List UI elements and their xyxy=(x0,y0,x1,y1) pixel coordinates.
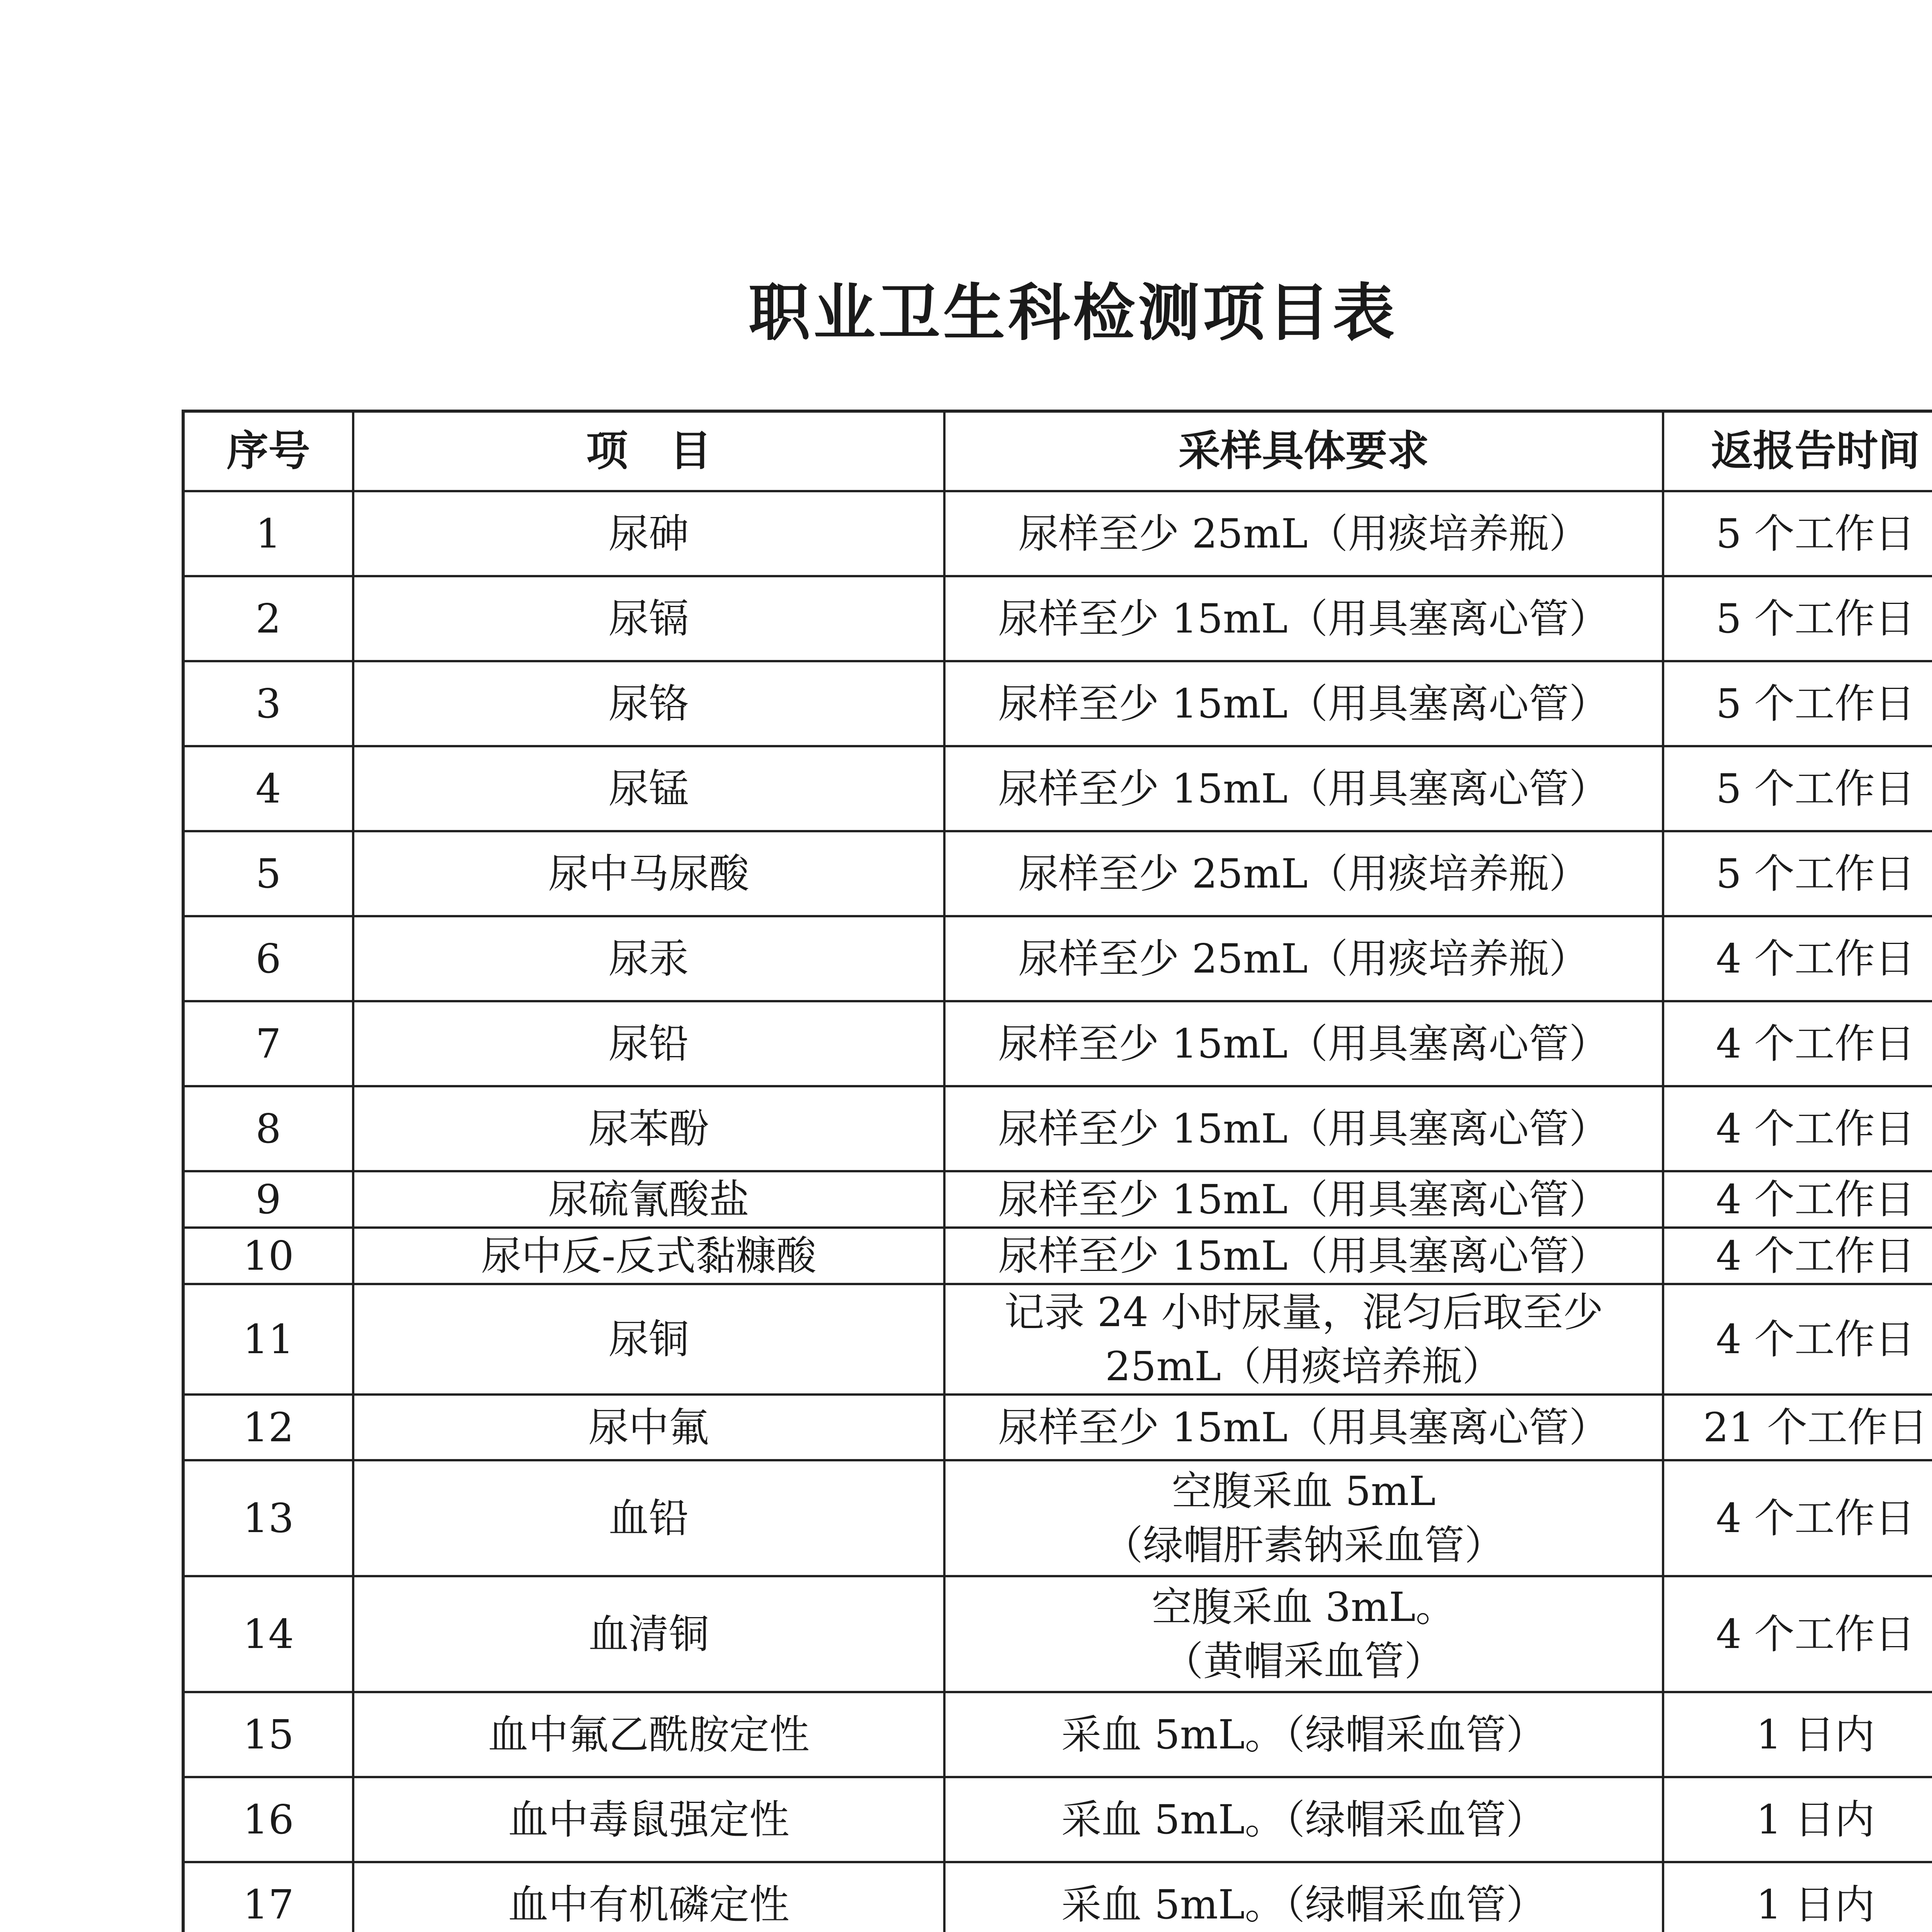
cell-time xyxy=(1663,1862,1932,1932)
cell-requirement-text: 尿样至少 15mL（用具塞离心管） xyxy=(998,595,1609,642)
table-row xyxy=(183,1086,1932,1171)
cell-item-text: 尿硫氰酸盐 xyxy=(548,1176,749,1223)
table-row xyxy=(183,746,1932,831)
cell-no xyxy=(183,1086,353,1171)
cell-requirement xyxy=(944,1284,1663,1395)
cell-requirement xyxy=(944,661,1663,746)
cell-item xyxy=(353,1576,944,1692)
cell-item-text: 尿中反-反式黏糠酸 xyxy=(481,1232,816,1279)
cell-no-text: 17 xyxy=(243,1881,294,1928)
cell-no xyxy=(183,831,353,916)
cell-time xyxy=(1663,1171,1932,1228)
cell-time-text: 5 个工作日 xyxy=(1716,595,1915,642)
cell-requirement-text: 尿样至少 15mL（用具塞离心管） xyxy=(998,680,1609,727)
cell-requirement-text: 尿样至少 15mL（用具塞离心管） xyxy=(998,1020,1609,1067)
table-body xyxy=(183,491,1932,1932)
cell-no xyxy=(183,1862,353,1932)
cell-time-text: 4 个工作日 xyxy=(1716,1316,1915,1363)
table-row xyxy=(183,1284,1932,1395)
table-row xyxy=(183,1777,1932,1862)
cell-no-text: 9 xyxy=(255,1176,281,1223)
cell-no xyxy=(183,661,353,746)
cell-time-text: 5 个工作日 xyxy=(1716,850,1915,897)
page-title: 职业卫生科检测项目表 xyxy=(748,277,1398,349)
cell-time-text: 4 个工作日 xyxy=(1716,1176,1915,1223)
cell-no-text: 12 xyxy=(243,1404,294,1451)
cell-no-text: 13 xyxy=(243,1495,294,1542)
cell-time-text: 1 日内 xyxy=(1756,1881,1875,1928)
table-row xyxy=(183,661,1932,746)
table-row xyxy=(183,1001,1932,1086)
cell-no-text: 7 xyxy=(255,1020,281,1067)
cell-item xyxy=(353,1086,944,1171)
cell-time-text: 1 日内 xyxy=(1756,1711,1875,1758)
cell-no-text: 15 xyxy=(243,1711,294,1758)
cell-time xyxy=(1663,1460,1932,1576)
cell-item-text: 血中有机磷定性 xyxy=(508,1881,789,1928)
cell-item xyxy=(353,1460,944,1576)
cell-no xyxy=(183,1395,353,1460)
cell-requirement xyxy=(944,831,1663,916)
cell-requirement-text: 尿样至少 15mL（用具塞离心管） xyxy=(998,1105,1609,1152)
header-no: 序号 xyxy=(183,411,353,491)
cell-time xyxy=(1663,1777,1932,1862)
table-row xyxy=(183,1460,1932,1576)
cell-requirement-text: 空腹采血 5mL （绿帽肝素钠采血管） xyxy=(1102,1468,1505,1569)
table-row xyxy=(183,576,1932,661)
cell-no xyxy=(183,916,353,1001)
table-row xyxy=(183,1171,1932,1228)
cell-time-text: 5 个工作日 xyxy=(1716,510,1915,557)
cell-requirement xyxy=(944,1001,1663,1086)
cell-requirement-text: 记录 24 小时尿量，混匀后取至少 25mL（用痰培养瓶） xyxy=(1004,1289,1604,1390)
cell-item-text: 尿镉 xyxy=(608,595,689,642)
cell-item-text: 血中毒鼠强定性 xyxy=(508,1796,789,1843)
cell-no xyxy=(183,1692,353,1777)
cell-requirement-text: 采血 5mL。（绿帽采血管） xyxy=(1061,1881,1546,1928)
cell-no xyxy=(183,1284,353,1395)
cell-no-text: 5 xyxy=(255,850,281,897)
cell-item xyxy=(353,916,944,1001)
cell-time-text: 4 个工作日 xyxy=(1716,1020,1915,1067)
cell-requirement xyxy=(944,1171,1663,1228)
cell-no xyxy=(183,1001,353,1086)
header-time: 返报告时间 xyxy=(1663,411,1932,491)
table-row xyxy=(183,1862,1932,1932)
table-header-row xyxy=(183,411,1932,491)
cell-time-text: 21 个工作日 xyxy=(1703,1404,1928,1451)
cell-no-text: 1 xyxy=(255,510,281,557)
table-row xyxy=(183,831,1932,916)
cell-time xyxy=(1663,491,1932,576)
cell-no xyxy=(183,576,353,661)
cell-no-text: 14 xyxy=(243,1611,294,1658)
cell-requirement-text: 尿样至少 15mL（用具塞离心管） xyxy=(998,1404,1609,1451)
cell-no-text: 4 xyxy=(255,765,281,812)
cell-requirement xyxy=(944,1777,1663,1862)
cell-item-text: 尿铜 xyxy=(608,1316,689,1363)
header-item: 项 目 xyxy=(353,411,944,491)
cell-time xyxy=(1663,1086,1932,1171)
cell-time-text: 4 个工作日 xyxy=(1716,1495,1915,1542)
cell-time xyxy=(1663,1692,1932,1777)
table-row xyxy=(183,1576,1932,1692)
cell-time xyxy=(1663,1001,1932,1086)
cell-time xyxy=(1663,1576,1932,1692)
cell-item-text: 尿苯酚 xyxy=(588,1105,709,1152)
cell-time xyxy=(1663,661,1932,746)
cell-item xyxy=(353,1862,944,1932)
cell-requirement-text: 采血 5mL。（绿帽采血管） xyxy=(1061,1796,1546,1843)
cell-requirement-text: 尿样至少 15mL（用具塞离心管） xyxy=(998,765,1609,812)
cell-item xyxy=(353,1395,944,1460)
cell-item xyxy=(353,1001,944,1086)
cell-time xyxy=(1663,1228,1932,1284)
cell-requirement-text: 尿样至少 15mL（用具塞离心管） xyxy=(998,1176,1609,1223)
cell-requirement-text: 尿样至少 25mL（用痰培养瓶） xyxy=(1018,510,1589,557)
table-row xyxy=(183,491,1932,576)
cell-item xyxy=(353,831,944,916)
cell-time xyxy=(1663,746,1932,831)
cell-no xyxy=(183,1460,353,1576)
cell-time xyxy=(1663,916,1932,1001)
cell-requirement-text: 尿样至少 25mL（用痰培养瓶） xyxy=(1018,850,1589,897)
cell-item-text: 尿锰 xyxy=(608,765,689,812)
cell-no xyxy=(183,1576,353,1692)
cell-requirement xyxy=(944,916,1663,1001)
cell-item xyxy=(353,661,944,746)
cell-item-text: 血清铜 xyxy=(588,1611,709,1658)
cell-time-text: 4 个工作日 xyxy=(1716,935,1915,982)
cell-no xyxy=(183,491,353,576)
cell-requirement xyxy=(944,1395,1663,1460)
cell-time-text: 4 个工作日 xyxy=(1716,1232,1915,1279)
cell-item xyxy=(353,746,944,831)
table-row xyxy=(183,1228,1932,1284)
cell-requirement-text: 空腹采血 3mL。 （黄帽采血管） xyxy=(1151,1583,1456,1685)
cell-no xyxy=(183,1171,353,1228)
cell-no xyxy=(183,1777,353,1862)
cell-requirement xyxy=(944,1460,1663,1576)
cell-time-text: 5 个工作日 xyxy=(1716,680,1915,727)
cell-item-text: 血中氟乙酰胺定性 xyxy=(488,1711,810,1758)
header-requirement: 采样具体要求 xyxy=(944,411,1663,491)
cell-no-text: 11 xyxy=(243,1316,294,1363)
cell-no-text: 10 xyxy=(243,1232,294,1279)
table-row xyxy=(183,1692,1932,1777)
cell-item xyxy=(353,491,944,576)
cell-requirement xyxy=(944,1692,1663,1777)
cell-no-text: 2 xyxy=(255,595,281,642)
cell-item xyxy=(353,1284,944,1395)
cell-requirement xyxy=(944,491,1663,576)
cell-item-text: 尿铬 xyxy=(608,680,689,727)
cell-no-text: 6 xyxy=(255,935,281,982)
cell-requirement-text: 采血 5mL。（绿帽采血管） xyxy=(1061,1711,1546,1758)
cell-item xyxy=(353,1692,944,1777)
cell-time-text: 4 个工作日 xyxy=(1716,1105,1915,1152)
cell-requirement xyxy=(944,1862,1663,1932)
cell-no-text: 16 xyxy=(243,1796,294,1843)
inspection-items-table xyxy=(182,410,1932,1932)
cell-no-text: 8 xyxy=(255,1105,281,1152)
cell-no xyxy=(183,1228,353,1284)
cell-time xyxy=(1663,1284,1932,1395)
cell-requirement xyxy=(944,1086,1663,1171)
cell-time xyxy=(1663,831,1932,916)
table-row xyxy=(183,916,1932,1001)
cell-item xyxy=(353,1777,944,1862)
cell-no-text: 3 xyxy=(255,680,281,727)
cell-requirement xyxy=(944,746,1663,831)
cell-item-text: 尿汞 xyxy=(608,935,689,982)
cell-item xyxy=(353,1171,944,1228)
cell-no xyxy=(183,746,353,831)
table-row xyxy=(183,1395,1932,1460)
cell-item-text: 尿铅 xyxy=(608,1020,689,1067)
cell-requirement-text: 尿样至少 25mL（用痰培养瓶） xyxy=(1018,935,1589,982)
cell-time xyxy=(1663,576,1932,661)
cell-time xyxy=(1663,1395,1932,1460)
cell-requirement xyxy=(944,576,1663,661)
cell-item-text: 尿砷 xyxy=(608,510,689,557)
cell-item xyxy=(353,576,944,661)
cell-time-text: 1 日内 xyxy=(1756,1796,1875,1843)
cell-requirement xyxy=(944,1576,1663,1692)
cell-time-text: 4 个工作日 xyxy=(1716,1611,1915,1658)
cell-item-text: 尿中马尿酸 xyxy=(548,850,749,897)
cell-time-text: 5 个工作日 xyxy=(1716,765,1915,812)
cell-requirement-text: 尿样至少 15mL（用具塞离心管） xyxy=(998,1232,1609,1279)
cell-requirement xyxy=(944,1228,1663,1284)
cell-item-text: 尿中氟 xyxy=(588,1404,709,1451)
cell-item xyxy=(353,1228,944,1284)
cell-item-text: 血铅 xyxy=(608,1495,689,1542)
